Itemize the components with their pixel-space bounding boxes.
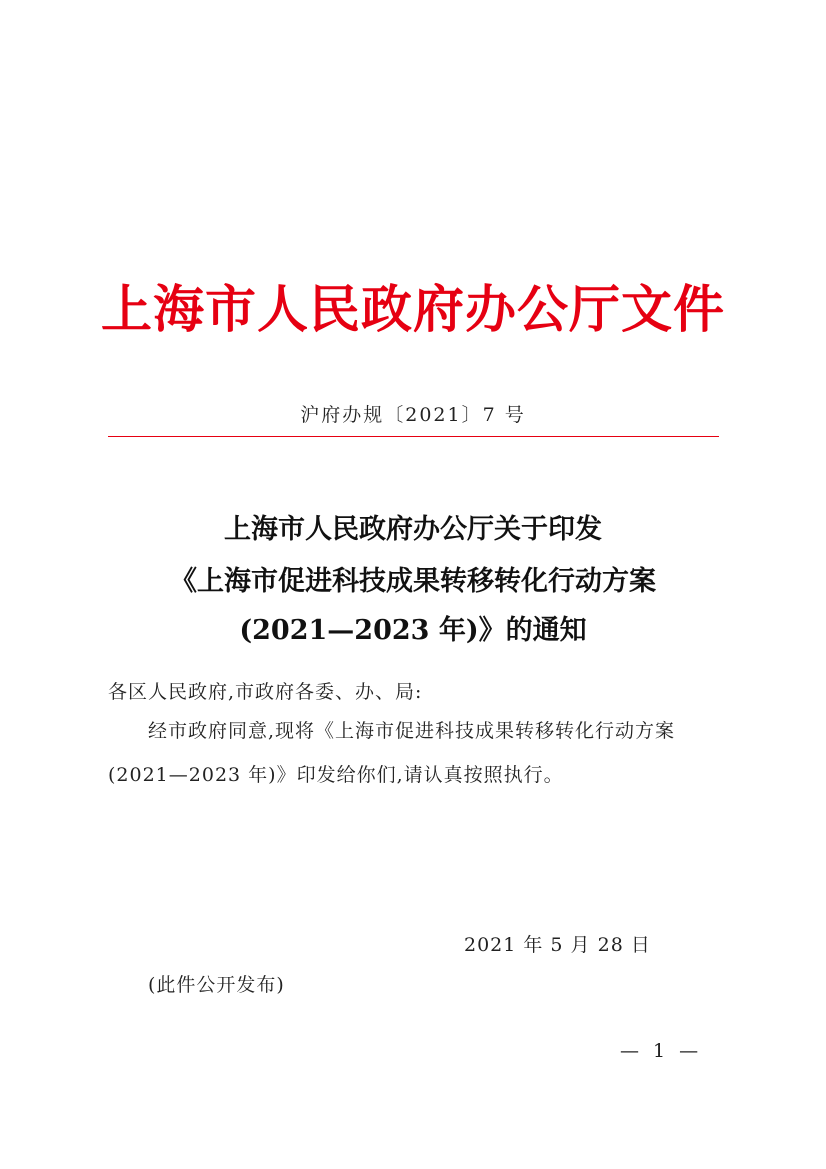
publication-note: (此件公开发布) bbox=[148, 974, 285, 996]
document-title-line-2: 《上海市促进科技成果转移转化行动方案 bbox=[170, 566, 656, 597]
page-number: — 1 — bbox=[620, 1040, 703, 1062]
body-paragraph-line-2: (2021—2023 年)》印发给你们,请认真按照执行。 bbox=[108, 764, 564, 786]
document-title-line-3: (2021—2023 年)》的通知 bbox=[239, 615, 587, 646]
issuing-office-header: 上海市人民政府办公厅文件 bbox=[100, 280, 725, 340]
red-separator-line bbox=[108, 436, 719, 437]
document-title-line-1: 上海市人民政府办公厅关于印发 bbox=[224, 514, 602, 545]
issue-date: 2021 年 5 月 28 日 bbox=[464, 934, 651, 956]
body-paragraph-line-1: 经市政府同意,现将《上海市促进科技成果转移转化行动方案 bbox=[148, 720, 676, 742]
salutation: 各区人民政府,市政府各委、办、局: bbox=[108, 681, 423, 703]
document-number: 沪府办规〔2021〕7 号 bbox=[300, 404, 526, 426]
